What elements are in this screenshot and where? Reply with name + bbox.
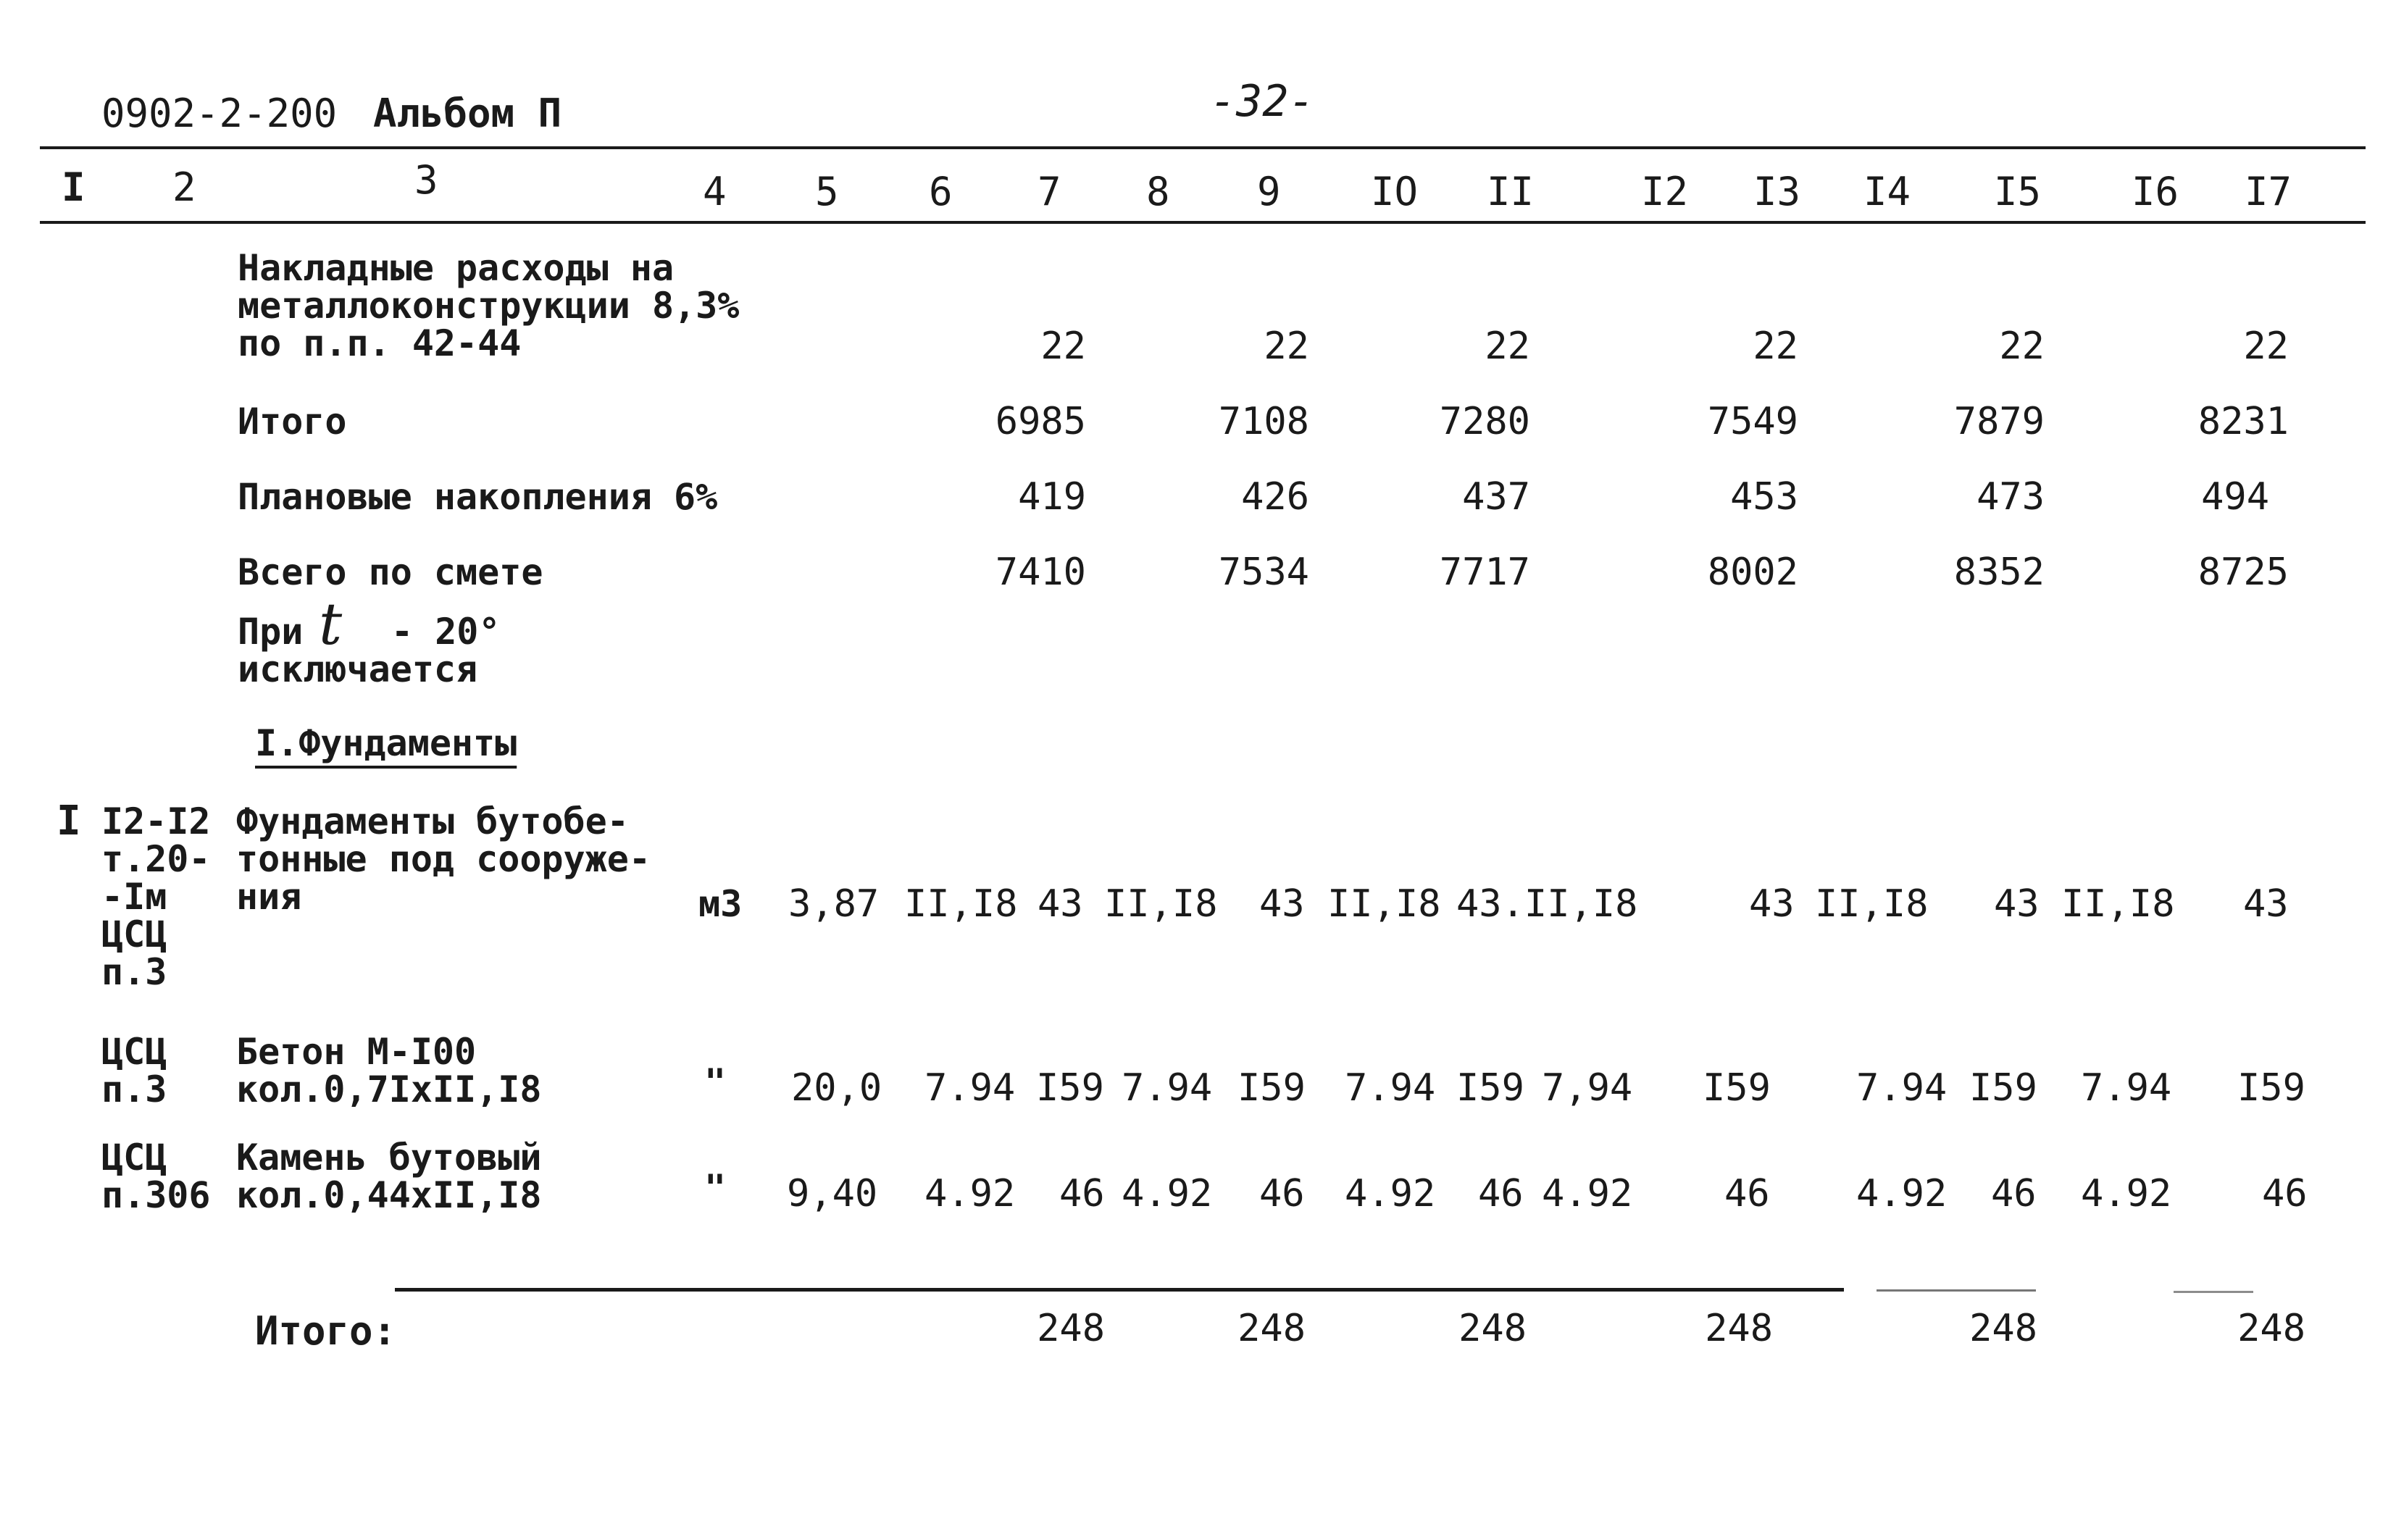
item-number: I <box>57 798 81 845</box>
col-header-17: I7 <box>2245 169 2292 214</box>
item-cell: I59 <box>1703 1066 1771 1110</box>
item-cell: 7.94 <box>1345 1066 1436 1110</box>
item-cell: 4.92 <box>1542 1172 1633 1215</box>
item-code-line: -Iм <box>101 876 167 918</box>
total-rule-fragment <box>1877 1289 2036 1292</box>
item-code-line: ЦСЦ <box>101 1137 167 1179</box>
item-cell: II,I8 <box>1104 882 1218 926</box>
item-qty: 3,87 <box>788 882 880 926</box>
total-value: 248 <box>1237 1307 1306 1350</box>
item-name-line: тонные под сооруже- <box>236 838 651 880</box>
summary-value: 437 <box>1462 475 1530 519</box>
item-code-line: т.20- <box>101 838 211 880</box>
summary-value: 7280 <box>1439 400 1530 443</box>
summary-value: 8725 <box>2197 551 2289 594</box>
col-header-10: IO <box>1371 169 1419 214</box>
col-header-1: I <box>62 164 85 210</box>
item-cell: 7.94 <box>924 1066 1016 1110</box>
item-qty: 9,40 <box>787 1172 878 1215</box>
item-cell: 43 <box>1038 882 1083 926</box>
total-value: 248 <box>1037 1307 1105 1350</box>
item-code-line: ЦСЦ <box>101 913 167 955</box>
col-header-3: 3 <box>414 157 438 203</box>
note-prefix: При <box>238 611 304 653</box>
summary-label-line: металлоконструкции 8,3% <box>238 285 740 327</box>
item-cell: II,I8 <box>1327 882 1441 926</box>
summary-value: 22 <box>1999 325 2045 368</box>
item-cell: 46 <box>1724 1172 1770 1215</box>
total-value: 248 <box>1969 1307 2037 1350</box>
item-cell: 43.II,I8 <box>1456 882 1638 926</box>
item-unit: " <box>704 1167 727 1209</box>
col-header-5: 5 <box>815 169 839 214</box>
col-header-2: 2 <box>172 164 196 210</box>
summary-value: 6985 <box>995 400 1086 443</box>
summary-value: 473 <box>1977 475 2045 519</box>
summary-value: 22 <box>1485 325 1530 368</box>
item-qty: 20,0 <box>791 1066 882 1110</box>
item-cell: I59 <box>2237 1066 2305 1110</box>
item-unit: м3 <box>698 883 743 925</box>
item-code-line: п.3 <box>101 951 167 993</box>
summary-label-line: Всего по смете <box>238 551 543 593</box>
note-variable: t <box>319 590 343 658</box>
item-cell: 4.92 <box>924 1172 1016 1215</box>
item-cell: 7,94 <box>1542 1066 1633 1110</box>
col-header-14: I4 <box>1863 169 1911 214</box>
header-rule-bottom <box>40 221 2366 224</box>
item-cell: 43 <box>1259 882 1305 926</box>
total-value: 248 <box>1705 1307 1773 1350</box>
summary-label-line: Плановые накопления 6% <box>238 476 718 518</box>
item-cell: 46 <box>2262 1172 2308 1215</box>
item-cell: 43 <box>1749 882 1795 926</box>
item-cell: I59 <box>1036 1066 1104 1110</box>
col-header-4: 4 <box>703 169 727 214</box>
col-header-7: 7 <box>1038 169 1061 214</box>
header-rule-top <box>40 146 2366 149</box>
col-header-6: 6 <box>929 169 953 214</box>
item-code-line: ЦСЦ <box>101 1031 167 1073</box>
note-suffix: - 20° <box>391 611 501 653</box>
item-cell: II,I8 <box>2061 882 2175 926</box>
col-header-11: II <box>1487 169 1535 214</box>
summary-value: 426 <box>1241 475 1309 519</box>
summary-value: 494 <box>2201 475 2269 519</box>
item-cell: 4.92 <box>1856 1172 1948 1215</box>
item-cell: 46 <box>1991 1172 2037 1215</box>
section-title: I.Фундаменты <box>255 722 517 764</box>
summary-value: 8231 <box>2197 400 2289 443</box>
item-cell: 46 <box>1259 1172 1305 1215</box>
item-cell: 46 <box>1059 1172 1105 1215</box>
summary-value: 8002 <box>1707 551 1798 594</box>
summary-value: 7717 <box>1439 551 1530 594</box>
summary-value: 453 <box>1730 475 1798 519</box>
item-name-line: кол.0,7IxII,I8 <box>236 1068 542 1110</box>
summary-value: 7534 <box>1218 551 1309 594</box>
item-cell: 43 <box>2243 882 2289 926</box>
item-code-line: п.306 <box>101 1174 211 1216</box>
summary-value: 7879 <box>1953 400 2045 443</box>
total-label: Итого: <box>255 1308 397 1354</box>
total-value: 248 <box>2237 1307 2305 1350</box>
summary-label-line: Накладные расходы на <box>238 247 675 289</box>
item-cell: 4.92 <box>1122 1172 1213 1215</box>
document-code: 0902-2-200 <box>101 91 338 136</box>
summary-value: 22 <box>1040 325 1086 368</box>
item-cell: 4.92 <box>1345 1172 1436 1215</box>
summary-value: 7549 <box>1707 400 1798 443</box>
album-label: Альбом П <box>373 91 562 136</box>
item-code-line: I2-I2 <box>101 800 211 842</box>
item-name-line: Камень бутовый <box>236 1137 542 1179</box>
item-cell: 7.94 <box>2081 1066 2172 1110</box>
item-name-line: Фундаменты бутобе- <box>236 800 629 842</box>
item-cell: I59 <box>1237 1066 1306 1110</box>
total-value: 248 <box>1458 1307 1527 1350</box>
item-cell: 43 <box>1994 882 2040 926</box>
page-number: -32- <box>1210 76 1315 127</box>
col-header-8: 8 <box>1146 169 1170 214</box>
summary-value: 22 <box>1753 325 1798 368</box>
item-cell: I59 <box>1456 1066 1524 1110</box>
item-name-line: Бетон М-I00 <box>236 1031 477 1073</box>
item-cell: II,I8 <box>904 882 1018 926</box>
summary-value: 8352 <box>1953 551 2045 594</box>
item-cell: II,I8 <box>1815 882 1929 926</box>
item-unit: " <box>704 1061 727 1103</box>
col-header-16: I6 <box>2132 169 2179 214</box>
summary-label-line: по п.п. 42-44 <box>238 322 522 364</box>
summary-value: 22 <box>2243 325 2289 368</box>
item-cell: I59 <box>1969 1066 2037 1110</box>
total-rule <box>395 1288 1844 1292</box>
col-header-15: I5 <box>1994 169 2042 214</box>
summary-value: 22 <box>1264 325 1309 368</box>
total-rule-fragment <box>2174 1291 2253 1293</box>
col-header-13: I3 <box>1753 169 1801 214</box>
item-cell: 7.94 <box>1122 1066 1213 1110</box>
summary-value: 7410 <box>995 551 1086 594</box>
col-header-12: I2 <box>1641 169 1689 214</box>
item-name-line: кол.0,44xII,I8 <box>236 1174 542 1216</box>
item-name-line: ния <box>236 876 302 918</box>
item-cell: 4.92 <box>2081 1172 2172 1215</box>
summary-value: 419 <box>1018 475 1086 519</box>
note-line-2: исключается <box>238 648 478 690</box>
item-code-line: п.3 <box>101 1068 167 1110</box>
item-cell: 46 <box>1478 1172 1524 1215</box>
item-cell: 7.94 <box>1856 1066 1948 1110</box>
summary-label-line: Итого <box>238 401 347 443</box>
col-header-9: 9 <box>1257 169 1281 214</box>
summary-value: 7108 <box>1218 400 1309 443</box>
